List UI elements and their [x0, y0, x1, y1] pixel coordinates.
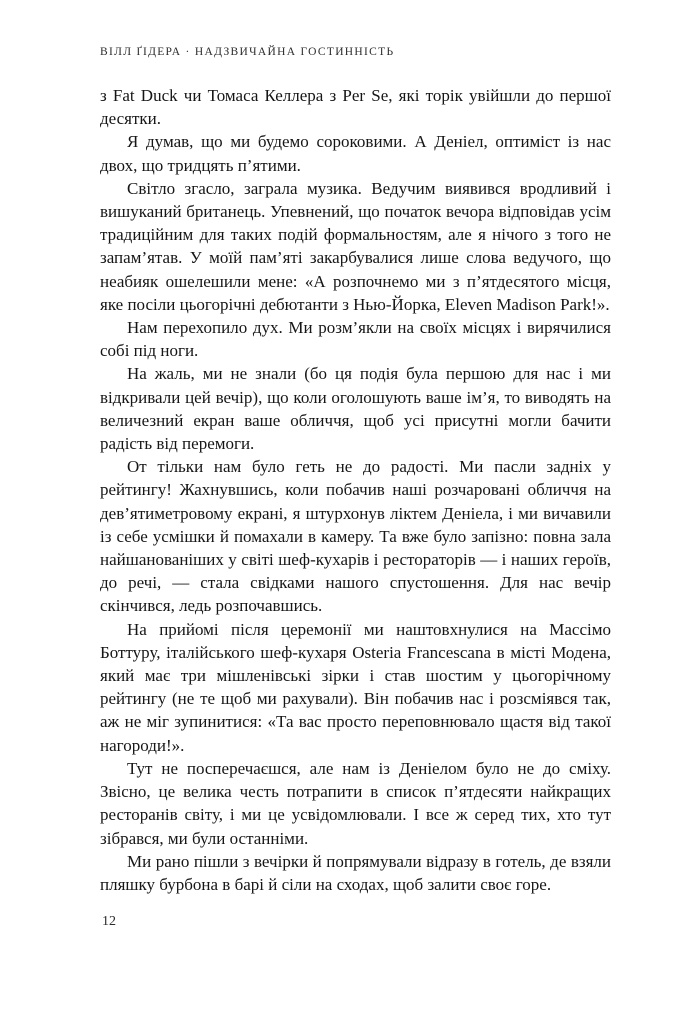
paragraph: Нам перехопило дух. Ми розм’якли на своїх місцях і вирячилися собі під ноги. — [100, 318, 611, 361]
page-number: 12 — [102, 914, 116, 930]
running-header: ВІЛЛ ҐІДЕРА · НАДЗВИЧАЙНА ГОСТИННІСТЬ — [100, 46, 395, 58]
paragraph: Тут не посперечаєшся, але нам із Деніелом було не до сміху. Звісно, це велика честь потрапити в список п’ятдесяти найкращих ресторанів світу, і ми це усвідомлювали. І все ж серед тих, хто тут зібрався, ми були останніми. — [100, 758, 611, 848]
paragraph: з Fat Duck чи Томаса Келлера з Per Se, які торік увійшли до першої десятки. — [100, 86, 611, 129]
paragraph: На жаль, ми не знали (бо ця подія була першою для нас і ми відкривали цей вечір), що коли оголошують ваше ім’я, то виводять на величезний екран ваше обличчя, щоб усі присутні могли бачити радість від перемоги. — [100, 364, 611, 454]
paragraph: Я думав, що ми будемо сороковими. А Деніел, оптиміст із нас двох, що тридцять п’ятими. — [100, 132, 611, 175]
paragraph: На прийомі після церемонії ми наштовхнулися на Массімо Боттуру, італійського шеф-кухаря Osteria Francescana в місті Модена, який має три мішленівські зірки і став шостим у цьогорічному рейтингу (не те щоб ми рахували). Він побачив нас і розсміявся так, аж не міг зупинитися: «Та вас просто переповнювало щастя від такої нагороди!». — [100, 619, 611, 755]
paragraph: От тільки нам було геть не до радості. Ми пасли задніх у рейтингу! Жахнувшись, коли побачив наші розчаровані обличчя на дев’ятиметровому екрані, я штурхонув ліктем Деніела, і ми вичавили із себе усмішки й помахали в камеру. Та вже було запізно: повна зала найшанованіших у світі шеф-кухарів і ресторaторів — і наших героїв, до речі, — стала свідками нашого спустошення. Для нас вечір скінчився, ледь розпочавшись. — [100, 457, 611, 616]
paragraph: Світло згасло, заграла музика. Ведучим виявився вродливий і вишуканий британець. Упевнений, що початок вечора відповідав усім традиційним для таких подій формальностям, але я нічого з того не запам’ятав. У моїй пам’яті закарбувалися лише слова ведучого, що неабияк ошелешили мене: «А розпочнемо ми з п’ятдесятого місця, яке посіли цьогорічні дебютанти з Нью-Йорка, Eleven Madison Park!». — [100, 178, 611, 314]
body-text — [100, 84, 611, 896]
paragraph: Ми рано пішли з вечірки й попрямували відразу в готель, де взяли пляшку бурбона в барі й сіли на сходах, щоб залити своє горе. — [100, 851, 611, 894]
